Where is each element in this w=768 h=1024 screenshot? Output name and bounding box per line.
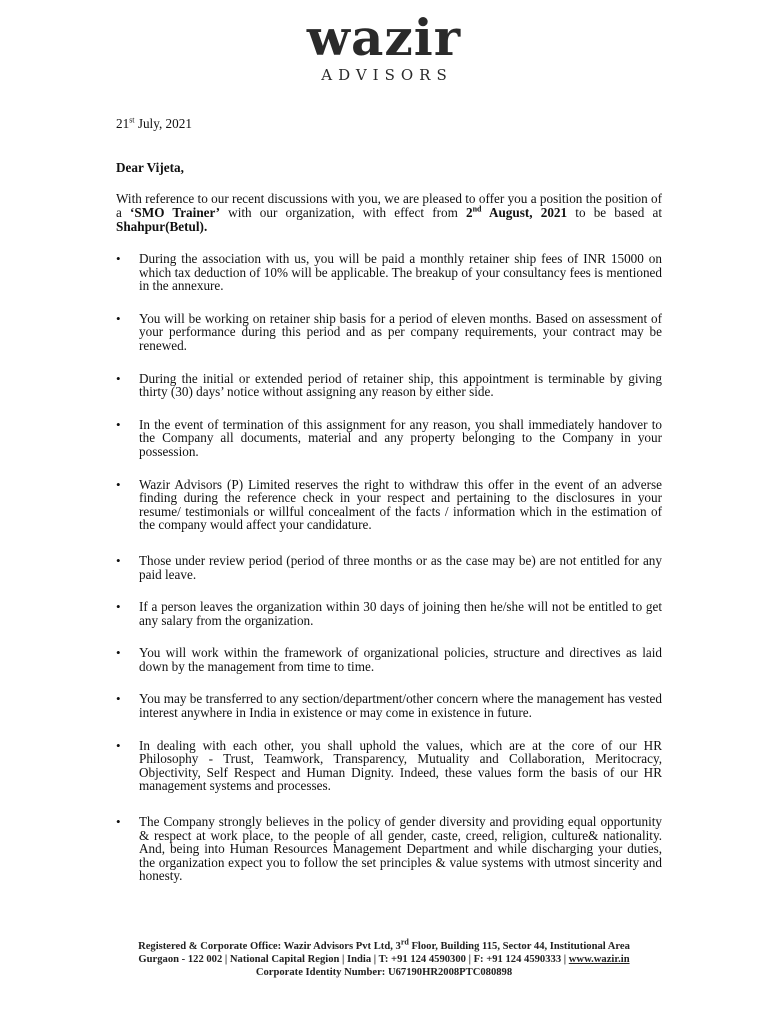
- list-item: • In dealing with each other, you shall uphold the values, which are at the core of our HR Philosophy - Trust, Teamwork, Transparency, Mutuality and Collaboration, Meritocracy, Objectivity, Self Respect and Human Dignity. Indeed, these values form the basis of our HR management systems and processes.: [116, 739, 662, 793]
- list-item: • If a person leaves the organization within 30 days of joining then he/she will not be entitled to get any salary from the organization.: [116, 600, 662, 627]
- start-date: 2nd August, 2021: [466, 204, 568, 221]
- website-link[interactable]: www.wazir.in: [568, 954, 630, 965]
- intro-paragraph: With reference to our recent discussions with you, we are pleased to offer you a position the position of a ‘SMO Trainer’ with our organization, with effect from 2nd August, 2021 to be based at Shahpur(Betul).: [116, 191, 663, 235]
- footer-address: Registered & Corporate Office: Wazir Advisors Pvt Ltd, 3rd Floor, Building 115, Sector 44, Institutional Area: [138, 937, 630, 952]
- list-item: • During the association with us, you will be paid a monthly retainer ship fees of INR 15000 on which tax deduction of 10% will be applicable. The breakup of your consultancy fees is mentioned in the annexure.: [116, 252, 662, 293]
- logo-wordmark: wazir: [306, 8, 462, 67]
- list-item: • You may be transferred to any section/department/other concern where the management has vested interest anywhere in India in existence or may come in existence in future.: [116, 692, 662, 719]
- footer-contact: Gurgaon - 122 002 | National Capital Region | India | T: +91 124 4590300 | F: +91 124 4590333 | www.wazir.in: [138, 954, 630, 965]
- letter-date: 21st July, 2021: [116, 115, 192, 131]
- logo-subtitle: ADVISORS: [321, 66, 453, 84]
- footer-cin: Corporate Identity Number: U67190HR2008PTC080898: [255, 967, 513, 978]
- terms-list: [116, 252, 662, 883]
- list-item: • In the event of termination of this assignment for any reason, you shall immediately handover to the Company all documents, material and any property belonging to the Company in your possession.: [116, 418, 662, 459]
- company-logo: [0, 8, 768, 84]
- list-item: • During the initial or extended period of retainer ship, this appointment is terminable by giving thirty (30) days’ notice without assigning any reason by either side.: [116, 372, 662, 399]
- letterhead-footer: [0, 937, 768, 979]
- letter-greeting: Dear Vijeta,: [116, 160, 184, 175]
- list-item: • You will be working on retainer ship basis for a period of eleven months. Based on assessment of your performance during this period and as per company requirements, your contract may be renewed.: [116, 312, 662, 353]
- list-item: • Wazir Advisors (P) Limited reserves the right to withdraw this offer in the event of an adverse finding during the reference check in your respect and pertaining to the disclosures in your resume/ testimonials or willful concealment of the facts / information which in the estimation of the company would affect your candidature.: [116, 478, 662, 532]
- location: Shahpur(Betul).: [116, 219, 208, 235]
- list-item: • The Company strongly believes in the policy of gender diversity and providing equal opportunity & respect at work place, to the people of all gender, caste, creed, religion, culture& nationality. And, being into Human Resources Management Department and while discharging your duties, the organization expect you to follow the set principles & value systems with utmost sincerity and honesty.: [116, 815, 662, 883]
- role-title: ‘SMO Trainer’: [130, 205, 220, 221]
- list-item: • Those under review period (period of three months or as the case may be) are not entitled for any paid leave.: [116, 554, 662, 581]
- list-item: • You will work within the framework of organizational policies, structure and directives as laid down by the management from time to time.: [116, 646, 662, 673]
